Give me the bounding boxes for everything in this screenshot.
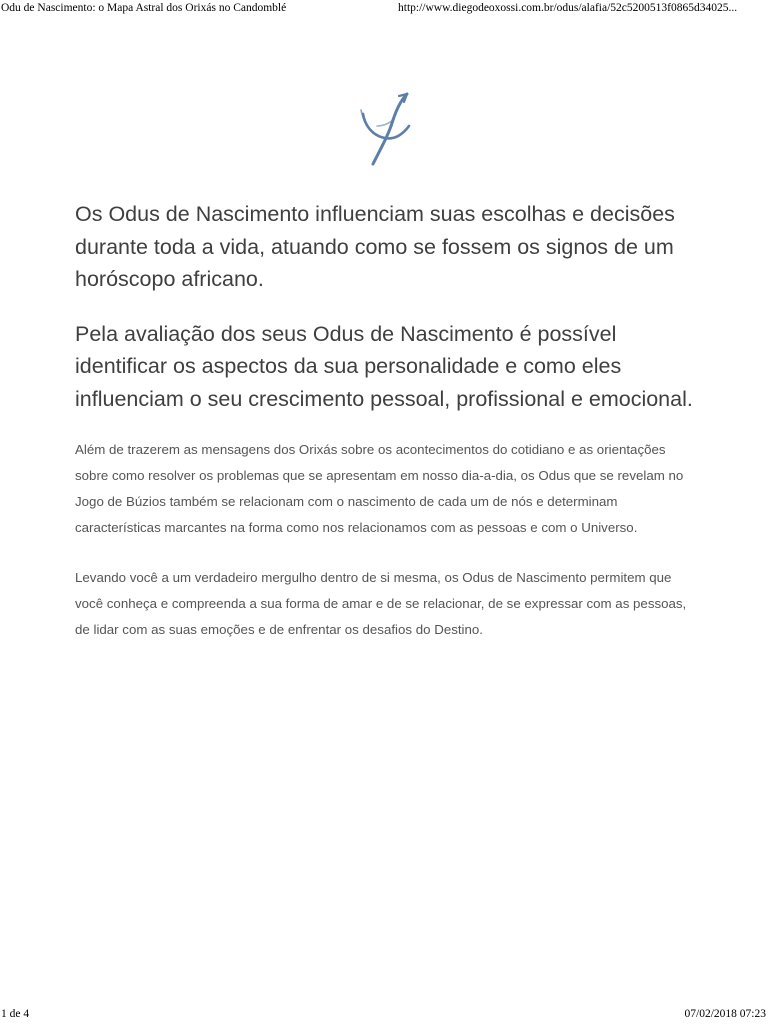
body-paragraph-2: Levando você a um verdadeiro mergulho dentro de si mesma, os Odus de Nascimento permitem que você conheça e compreenda a sua forma de amar e de se relacionar, de se expressar com as pessoas, de lidar com as suas emoções e de enfrentar os desafios do Destino. [75, 570, 687, 637]
page-title: Odu de Nascimento: o Mapa Astral dos Orixás no Candomblé [1, 2, 287, 14]
lead-paragraph-1: Os Odus de Nascimento influenciam suas escolhas e decisões durante toda a vida, atuando como se fossem os signos de um horóscopo africano. [75, 202, 675, 291]
page-url[interactable]: http://www.diegodeoxossi.com.br/odus/alafia/52c5200513f0865d34025... [398, 2, 738, 14]
page-number: 1 de 4 [1, 1008, 30, 1020]
print-timestamp: 07/02/2018 07:23 [684, 1008, 766, 1020]
body-paragraph-1: Além de trazerem as mensagens dos Orixás sobre os acontecimentos do cotidiano e as orientações sobre como resolver os problemas que se apresentam em nosso dia-a-dia, os Odus que se revelam no Jogo de Búzios também se relacionam com o nascimento de cada um de nós e determinam características marcantes na forma como nos relacionamos com as pessoas e com o Universo. [75, 442, 684, 535]
print-footer [0, 1006, 768, 1024]
article-content [75, 198, 693, 667]
arrows-logo-icon [355, 90, 415, 166]
lead-paragraph-2: Pela avaliação dos seus Odus de Nascimento é possível identificar os aspectos da sua personalidade e como eles influenciam o seu crescimento pessoal, profissional e emocional. [75, 321, 693, 411]
print-header [0, 0, 768, 18]
